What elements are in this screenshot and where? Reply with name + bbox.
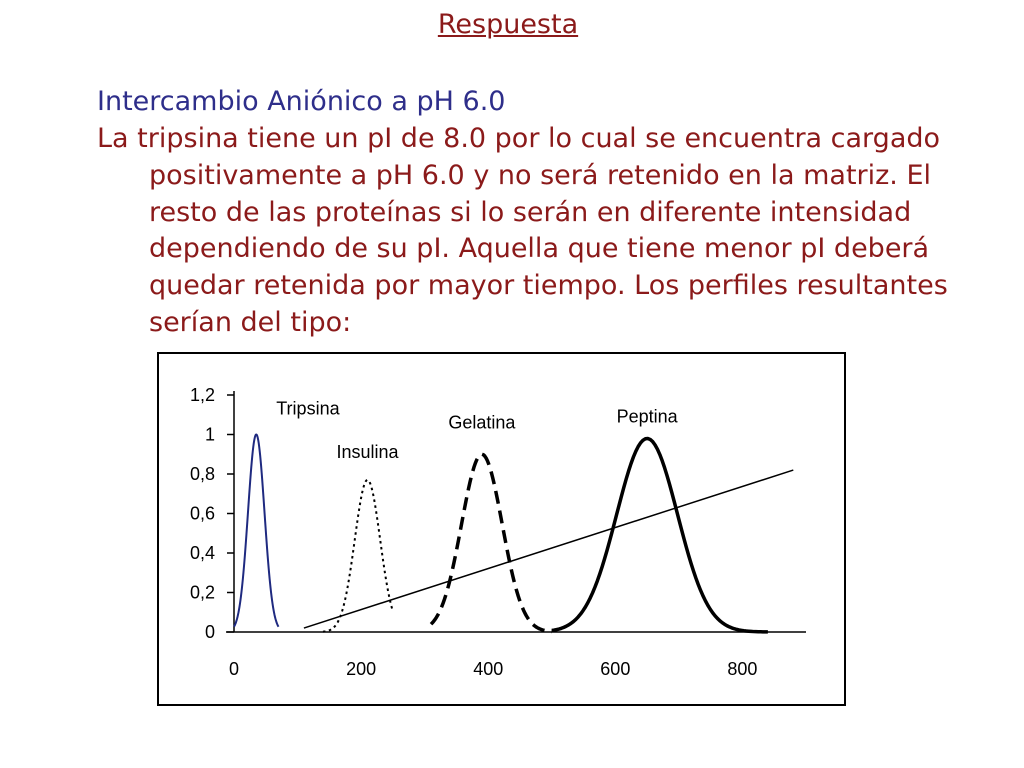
- body-text: [97, 121, 987, 342]
- x-tick-label: 800: [727, 659, 758, 679]
- series-peptina-line: [552, 439, 768, 632]
- y-tick-label: 0,6: [189, 503, 215, 524]
- series-label-insulina: Insulina: [336, 441, 399, 462]
- explanation-paragraph: La tripsina tiene un pI de 8.0 por lo cual se encuentra cargado positivamente a pH 6.0 y no será retenido en la matriz. El resto de las proteínas si lo serán en diferente intensidad dependiendo de su pI. Aquella que tiene menor pI deberá quedar retenida por mayor tiempo. Los perfiles resultantes serían del tipo:: [97, 123, 948, 338]
- x-tick-label: 200: [346, 659, 377, 679]
- slide-title: Respuesta: [437, 9, 579, 40]
- y-tick-label: 0,4: [189, 543, 215, 563]
- y-tick-label: 1,2: [189, 385, 215, 405]
- x-tick-label: 600: [600, 659, 631, 679]
- y-tick-label: 0,2: [189, 582, 215, 603]
- x-tick-label: 0: [228, 659, 240, 679]
- x-tick-label: 400: [473, 659, 504, 679]
- section-subtitle: Intercambio Aniónico a pH 6.0: [97, 86, 506, 117]
- y-tick-label: 0: [204, 622, 215, 642]
- series-label-peptina: Peptina: [616, 406, 678, 427]
- series-insulina-line: [323, 480, 393, 632]
- y-tick-label: 0,8: [189, 464, 215, 484]
- chromatogram-chart: [157, 352, 846, 706]
- series-label-tripsina: Tripsina: [276, 398, 340, 419]
- y-tick-label: 1: [204, 424, 215, 445]
- chart-canvas: [159, 354, 844, 704]
- series-tripsina-line: [234, 435, 278, 627]
- series-gelatina-line: [431, 454, 552, 631]
- series-gradient-line: [304, 470, 793, 628]
- series-label-gelatina: Gelatina: [448, 412, 516, 433]
